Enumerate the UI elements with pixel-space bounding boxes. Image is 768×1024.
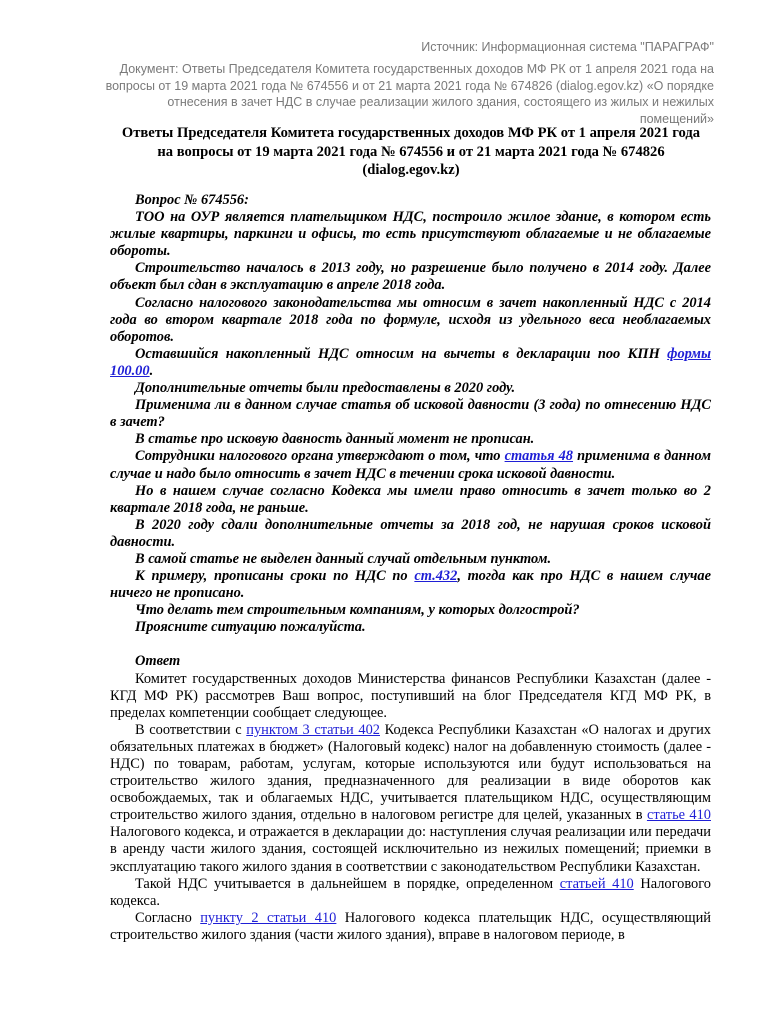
question-paragraph: Дополнительные отчеты были предоставлены в 2020 году. bbox=[135, 380, 516, 397]
question-paragraph: В самой статье не выделен данный случай отдельным пунктом. bbox=[135, 550, 552, 567]
link-article-410-b[interactable]: статьей 410 bbox=[559, 875, 634, 892]
question-paragraph: Применима ли в данном случае статья об исковой давности (3 года) по отнесению НДС в зачет? bbox=[110, 397, 711, 431]
question-section bbox=[110, 192, 711, 636]
question-paragraph: Но в нашем случае согласно Кодекса мы имели право относить в зачет только во 2 квартале 2018 года, не раньше. bbox=[110, 482, 711, 516]
link-article-410[interactable]: статье 410 bbox=[646, 807, 711, 824]
question-paragraph: Что делать тем строительным компаниям, у которых долгострой? bbox=[135, 602, 580, 619]
document-body bbox=[110, 192, 711, 944]
answer-paragraph: Такой НДС учитывается в дальнейшем в порядке, определенном статьей 410 Налогового кодекса. bbox=[110, 875, 711, 909]
question-paragraph: ТОО на ОУР является плательщиком НДС, построило жилое здание, в котором есть жилые квартиры, паркинги и офисы, то есть присутствуют облагаемые и не облагаемые обороты. bbox=[110, 209, 711, 260]
answer-paragraph: В соответствии с пунктом 3 статьи 402 Кодекса Республики Казахстан «О налогах и других обязательных платежах в бюджет» (Налоговый кодекс) налог на добавленную стоимость (далее - НДС) по товарам, работам, услугам, которые используются или будут использоваться на строительство жилого здания, предназначенного для реализации в виде оборотов как освобождаемых, так и облагаемых НДС, учитывается плательщиком НДС, осуществляющим строительство жилого здания, отдельно в налоговом регистре для целей, указанных в статье 410 Налогового кодекса, и отражается в декларации до: наступления случая реализации или передачи в аренду части жилого здания, состоящей исключительно из нежилых помещений; приемки в эксплуатацию такого жилого здания в соответствии с законодательством Республики Казахстан. bbox=[110, 721, 712, 875]
source-line: Источник: Информационная система "ПАРАГРАФ" bbox=[421, 40, 714, 54]
answer-section bbox=[110, 653, 711, 944]
question-paragraph: Проясните ситуацию пожалуйста. bbox=[135, 619, 366, 636]
question-paragraph: В статье про исковую давность данный момент не прописан. bbox=[135, 431, 535, 448]
answer-paragraph: Согласно пункту 2 статьи 410 Налогового кодекса плательщик НДС, осуществляющий строительство жилого здания (части жилого здания), вправе в налоговом периоде, в bbox=[110, 909, 711, 943]
question-heading: Вопрос № 674556: bbox=[135, 192, 249, 208]
question-paragraph: Согласно налогового законодательства мы относим в зачет накопленный НДС с 2014 года во втором квартале 2018 года по формуле, исходя из удельного веса необлагаемых оборотов. bbox=[110, 294, 711, 345]
link-article-410-p2[interactable]: пункту 2 статьи 410 bbox=[200, 909, 337, 926]
question-paragraph: Оставшийся накопленный НДС относим на вычеты в декларации поо КПН формы 100.00. bbox=[110, 345, 711, 379]
question-paragraph: Строительство началось в 2013 году, но разрешение было получено в 2014 году. Далее объект был сдан в эксплуатацию в апреле 2018 года. bbox=[110, 260, 711, 294]
spacer bbox=[110, 636, 711, 653]
link-form-100[interactable]: формы 100.00 bbox=[110, 345, 711, 379]
answer-paragraph: Комитет государственных доходов Министерства финансов Республики Казахстан (далее - КГД МФ РК) рассмотрев Ваш вопрос, поступивший на блог Председателя КГД МФ РК, в пределах компетенции сообщает следующее. bbox=[110, 670, 711, 721]
question-paragraph: К примеру, прописаны сроки по НДС по ст.432, тогда как про НДС в нашем случае ничего не прописано. bbox=[110, 568, 711, 602]
link-article-48[interactable]: статья 48 bbox=[504, 448, 574, 465]
page-title: Ответы Председателя Комитета государственных доходов МФ РК от 1 апреля 2021 года на вопросы от 19 марта 2021 года № 674556 и от 21 марта 2021 года № 674826 (dialog.egov.kz) bbox=[121, 125, 701, 178]
document-title-line: Документ: Ответы Председателя Комитета государственных доходов МФ РК от 1 апреля 2021 года на вопросы от 19 марта 2021 года № 674556 и от 21 марта 2021 года № 674826 (dialog.egov.kz) «О порядке отнесения в зачет НДС в случае реализации жилого здания, состоящего из жилых и нежилых помещений» bbox=[105, 62, 714, 126]
link-article-432[interactable]: ст.432 bbox=[414, 568, 458, 585]
question-paragraph: Сотрудники налогового органа утверждают о том, что статья 48 применима в данном случае и надо было относить в зачет НДС в течении срока исковой давности. bbox=[110, 448, 711, 482]
link-article-402-p3[interactable]: пунктом 3 статьи 402 bbox=[246, 721, 380, 738]
question-paragraph: В 2020 году сдали дополнительные отчеты за 2018 год, не нарушая сроков исковой давности. bbox=[110, 516, 711, 550]
answer-heading: Ответ bbox=[135, 653, 181, 670]
